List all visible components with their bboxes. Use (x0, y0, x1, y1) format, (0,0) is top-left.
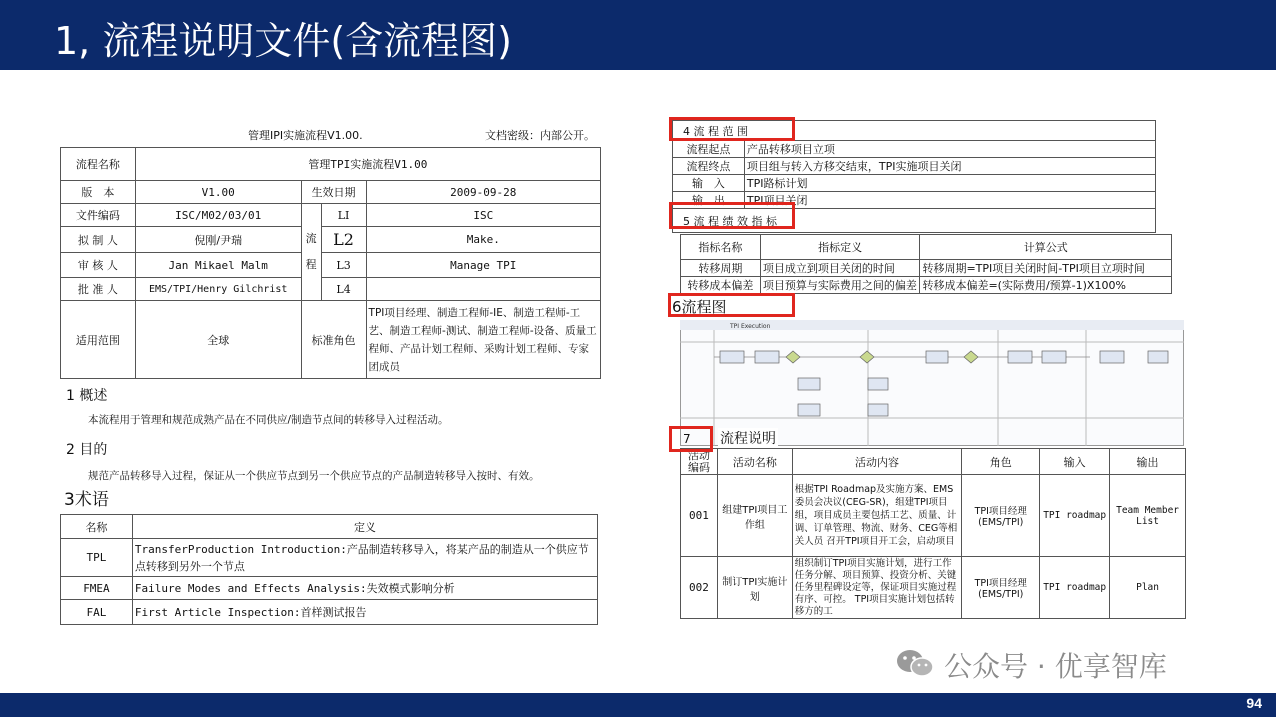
code-label: 文件编码 (61, 204, 136, 227)
kpi-formula: 转移周期=TPI项目关闭时间-TPI项目立项时间 (920, 260, 1172, 277)
act-input: TPI roadmap (1040, 557, 1110, 619)
act-header-code-1: 活动 (687, 448, 710, 462)
section-1-text: 本流程用于管理和规范成熟产品在不同供应/制造节点间的转移导入过程活动。 (88, 414, 449, 426)
scope-row-label: 流程终点 (673, 158, 745, 175)
section-2-title: 2 目的 (66, 442, 108, 458)
section-6-title: 6流程图 (672, 298, 727, 316)
l2-label: L2 (321, 227, 366, 253)
kpi-formula: 转移成本偏差=(实际费用/预算-1)X100% (920, 277, 1172, 294)
terms-table (60, 514, 598, 625)
effective-label: 生效日期 (301, 181, 366, 204)
flow-box (926, 351, 948, 363)
act-header-code (681, 449, 718, 475)
scope-row-label: 输 出 (673, 192, 745, 209)
table-row (673, 158, 1156, 175)
flow-label-2: 程 (305, 258, 317, 271)
act-output: Plan (1110, 557, 1186, 619)
terms-header-name: 名称 (61, 515, 133, 539)
act-name: 制订TPI实施计划 (717, 557, 792, 619)
act-header-code-2: 编码 (687, 460, 710, 474)
term-def: TransferProduction Introduction:产品制造转移导入，将某产品的制造从一个供应节点转移到另外一个节点 (132, 539, 597, 577)
kpi-table (680, 234, 1172, 294)
footer-bar (0, 693, 1276, 717)
act-role: TPI项目经理(EMS/TPI) (962, 475, 1040, 557)
table-row (681, 260, 1172, 277)
drafter-value: 倪刚/尹瑞 (135, 227, 301, 253)
kpi-header-name: 指标名称 (681, 235, 761, 260)
scope-row-value: 产品转移项目立项 (744, 141, 1155, 158)
kpi-def: 项目预算与实际费用之间的偏差 (760, 277, 920, 294)
activity-table (680, 448, 1186, 619)
l2-value: Make. (366, 227, 600, 253)
doc-level: 文档密级：内部公开。 (485, 129, 595, 142)
l1-value: ISC (366, 204, 600, 227)
flow-box (720, 351, 744, 363)
scope-row-label: 流程起点 (673, 141, 745, 158)
kpi-name: 转移周期 (681, 260, 761, 277)
act-header-input: 输入 (1040, 449, 1110, 475)
flow-box (1148, 351, 1168, 363)
scope-row-value: 项目组与转入方移交结束，TPI实施项目关闭 (744, 158, 1155, 175)
act-name: 组建TPI项目工作组 (717, 475, 792, 557)
wechat-icon (895, 648, 935, 680)
l4-label: L4 (321, 278, 366, 301)
term-name: FMEA (61, 577, 133, 600)
table-row (673, 175, 1156, 192)
act-content: 组织制订TPI项目实施计划，进行工作任务分解、项目预算、投资分析、关键任务里程碑设定等，保证项目实施过程有序、可控。 TPI项目实施计划包括转移方的工 (792, 557, 962, 619)
kpi-name: 转移成本偏差 (681, 277, 761, 294)
section-3-title: 3术语 (64, 490, 109, 510)
flow-box (755, 351, 779, 363)
role-value: TPI项目经理、制造工程师-IE、制造工程师-工艺、制造工程师-测试、制造工程师-设备、质量工程师、产品计划工程师、采购计划工程师、专家团成员 (366, 301, 600, 379)
act-role: TPI项目经理(EMS/TPI) (962, 557, 1040, 619)
code-value: ISC/M02/03/01 (135, 204, 301, 227)
flow-box (1008, 351, 1032, 363)
flow-box (868, 404, 888, 416)
version-label: 版 本 (61, 181, 136, 204)
flow-box (868, 378, 888, 390)
reviewer-label: 审 核 人 (61, 253, 136, 278)
page-number: 94 (1246, 695, 1262, 711)
table-row (681, 475, 1186, 557)
highlight-box-4 (669, 117, 795, 141)
drafter-label: 拟 制 人 (61, 227, 136, 253)
terms-header-def: 定义 (132, 515, 597, 539)
section-7-number: 7 (683, 432, 691, 446)
act-header-role: 角色 (962, 449, 1040, 475)
section-7-title: 流程说明 (718, 428, 778, 448)
section-2-text: 规范产品转移导入过程，保证从一个供应节点到另一个供应节点的产品制造转移导入按时、有效。 (88, 470, 540, 482)
table-row (673, 141, 1156, 158)
flow-box (1042, 351, 1066, 363)
act-header-content: 活动内容 (792, 449, 962, 475)
approver-label: 批 准 人 (61, 278, 136, 301)
scope-row-label: 输 入 (673, 175, 745, 192)
act-input: TPI roadmap (1040, 475, 1110, 557)
role-label: 标准角色 (301, 301, 366, 379)
l1-label: LI (321, 204, 366, 227)
highlight-box-5 (669, 202, 795, 229)
act-header-name: 活动名称 (717, 449, 792, 475)
term-name: FAL (61, 600, 133, 625)
section-1-title: 1 概述 (66, 388, 108, 404)
highlight-box-6 (668, 293, 795, 317)
kpi-header-def: 指标定义 (760, 235, 920, 260)
flow-box (798, 404, 820, 416)
process-info-table (60, 147, 601, 379)
act-content: 根据TPI Roadmap及实施方案、EMS委员会决议(CEG-SR)，组建TPI项目组，项目成员主要包括工艺、质量、计调、订单管理、物流、财务、CEG等相关人员 召开TPI项目开工会，启动项目 (792, 475, 962, 557)
scope-row-value: TPI路标计划 (744, 175, 1155, 192)
scope-label: 适用范围 (61, 301, 136, 379)
flow-box (798, 378, 820, 390)
slide-title: 1, 流程说明文件(含流程图) (54, 19, 512, 63)
kpi-header-formula: 计算公式 (920, 235, 1172, 260)
flowchart-frame (681, 321, 1184, 446)
section-4-title: 4 流 程 范 围 (673, 121, 1156, 141)
act-output: Team Member List (1110, 475, 1186, 557)
reviewer-value: Jan Mikael Malm (135, 253, 301, 278)
kpi-def: 项目成立到项目关闭的时间 (760, 260, 920, 277)
act-header-output: 输出 (1110, 449, 1186, 475)
act-code: 001 (681, 475, 718, 557)
flowchart-title: TPI Execution (730, 323, 771, 330)
approver-value: EMS/TPI/Henry Gilchrist (135, 278, 301, 301)
table-row (681, 557, 1186, 619)
highlight-box-7 (669, 426, 713, 452)
term-def: First Article Inspection:首样测试报告 (132, 600, 597, 625)
table-row (61, 600, 598, 625)
scope-row-value: TPI项目关闭 (744, 192, 1155, 209)
flow-label (301, 204, 321, 301)
act-code: 002 (681, 557, 718, 619)
scope-value: 全球 (135, 301, 301, 379)
flow-box (1100, 351, 1124, 363)
effective-value: 2009-09-28 (366, 181, 600, 204)
section-5-title: 5 流 程 绩 效 指 标 (673, 209, 1156, 233)
doc-title: 管理IPI实施流程V1.00. (248, 129, 363, 142)
term-name: TPL (61, 539, 133, 577)
table-row (681, 277, 1172, 294)
watermark-text: 公众号 · 优享智库 (944, 650, 1167, 683)
name-label: 流程名称 (61, 148, 136, 181)
table-row (61, 577, 598, 600)
l3-label: L3 (321, 253, 366, 278)
table-row (61, 539, 598, 577)
flow-label-1: 流 (305, 232, 317, 245)
name-value: 管理TPI实施流程V1.00 (135, 148, 600, 181)
version-value: V1.00 (135, 181, 301, 204)
header-bar (0, 0, 1276, 70)
l3-value: Manage TPI (366, 253, 600, 278)
term-def: Failure Modes and Effects Analysis:失效模式影响分析 (132, 577, 597, 600)
l4-value (366, 278, 600, 301)
